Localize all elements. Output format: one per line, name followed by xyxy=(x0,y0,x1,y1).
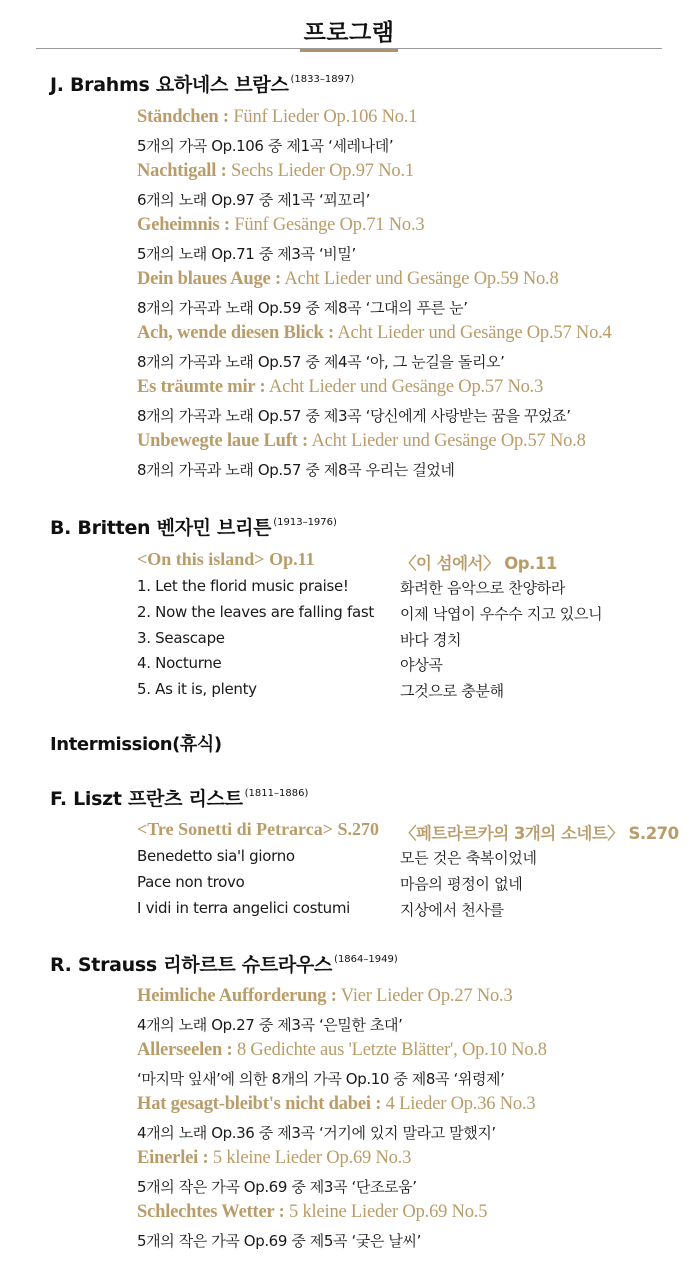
work-description: 5개의 작은 가곡 Op.69 중 제5곡 ‘궂은 날씨’ xyxy=(137,1232,421,1250)
work-description: 8개의 가곡과 노래 Op.57 중 제4곡 ‘아, 그 눈길을 돌리오’ xyxy=(137,353,505,371)
work-title: Es träumte mir : Acht Lieder und Gesänge Op.57 No.3 xyxy=(137,377,544,397)
song-title-ko: 야상곡 xyxy=(400,656,443,674)
work-title: Schlechtes Wetter : 5 kleine Lieder Op.69 No.5 xyxy=(137,1202,488,1222)
composer-years: (1864–1949) xyxy=(334,954,398,965)
song-title-en: 4. Nocturne xyxy=(137,654,222,672)
work-description: 8개의 가곡과 노래 Op.57 중 제3곡 ‘당신에게 사랑받는 꿈을 꾸었죠’ xyxy=(137,407,571,425)
work-description: 4개의 노래 Op.27 중 제3곡 ‘은밀한 초대’ xyxy=(137,1016,403,1034)
cycle-title-en: <Tre Sonetti di Petrarca> S.270 xyxy=(137,819,379,839)
composer-years: (1811–1886) xyxy=(244,788,309,799)
song-title-ko: 지상에서 천사를 xyxy=(400,901,504,919)
cycle-title-ko: 〈페트라르카의 3개의 소네트〉 S.270 xyxy=(400,824,679,843)
intermission-label: Intermission(휴식) xyxy=(50,734,222,755)
work-description: ‘마지막 잎새’에 의한 8개의 가곡 Op.10 중 제8곡 ‘위령제’ xyxy=(137,1070,505,1088)
composer-years: (1833–1897) xyxy=(290,74,355,85)
song-title-ko: 모든 것은 축복이었네 xyxy=(400,849,537,867)
composer-heading-brahms: J. Brahms 요하네스 브람스 $^{(1833-1897)}$ xyxy=(50,74,355,96)
composer-heading-britten: B. Britten 벤자민 브리튼 $^{(1913-1976)}$ xyxy=(50,517,337,539)
song-title-ko: 마음의 평정이 없네 xyxy=(400,875,523,893)
song-title-ko: 화려한 음악으로 찬양하라 xyxy=(400,579,566,597)
song-title-ko: 그것으로 충분해 xyxy=(400,682,504,700)
work-title: Nachtigall : Sechs Lieder Op.97 No.1 xyxy=(137,161,414,181)
page-header xyxy=(0,0,698,50)
song-title-en: I vidi in terra angelici costumi xyxy=(137,899,351,917)
song-title-ko: 이제 낙엽이 우수수 지고 있으니 xyxy=(400,605,603,623)
work-title: Ach, wende diesen Blick : Acht Lieder und Gesänge Op.57 No.4 xyxy=(137,323,612,343)
work-title: Unbewegte laue Luft : Acht Lieder und Gesänge Op.57 No.8 xyxy=(137,431,586,451)
work-title: Geheimnis : Fünf Gesänge Op.71 No.3 xyxy=(137,215,425,235)
work-description: 4개의 노래 Op.36 중 제3곡 ‘거기에 있지 말라고 말했지’ xyxy=(137,1124,496,1142)
header-divider xyxy=(36,48,662,49)
song-title-en: Benedetto sia'l giorno xyxy=(137,847,295,865)
song-title-en: 3. Seascape xyxy=(137,629,225,647)
work-title: Hat gesagt-bleibt's nicht dabei : 4 Lieder Op.36 No.3 xyxy=(137,1094,536,1114)
work-title: Heimliche Aufforderung : Vier Lieder Op.27 No.3 xyxy=(137,986,513,1006)
work-description: 6개의 노래 Op.97 중 제1곡 ‘꾀꼬리’ xyxy=(137,191,370,209)
work-title: Ständchen : Fünf Lieder Op.106 No.1 xyxy=(137,107,418,127)
work-description: 8개의 가곡과 노래 Op.57 중 제8곡 우리는 걸었네 xyxy=(137,461,455,479)
page-title: 프로그램 xyxy=(0,14,698,47)
song-title-en: 5. As it is, plenty xyxy=(137,680,257,698)
work-description: 8개의 가곡과 노래 Op.59 중 제8곡 ‘그대의 푸른 눈’ xyxy=(137,299,468,317)
composer-heading-liszt: F. Liszt 프란츠 리스트 $^{(1811-1886)}$ xyxy=(50,788,309,810)
work-description: 5개의 노래 Op.71 중 제3곡 ‘비밀’ xyxy=(137,245,356,263)
work-title: Dein blaues Auge : Acht Lieder und Gesänge Op.59 No.8 xyxy=(137,269,559,289)
song-title-en: 2. Now the leaves are falling fast xyxy=(137,603,374,621)
song-title-en: Pace non trovo xyxy=(137,873,245,891)
work-description: 5개의 가곡 Op.106 중 제1곡 ‘세레나데’ xyxy=(137,137,394,155)
song-title-ko: 바다 경치 xyxy=(400,631,462,649)
cycle-title-ko: 〈이 섬에서〉 Op.11 xyxy=(400,554,557,573)
composer-heading-strauss: R. Strauss 리하르트 슈트라우스 $^{(1864-1949)}$ xyxy=(50,954,398,976)
song-title-en: 1. Let the florid music praise! xyxy=(137,577,349,595)
work-description: 5개의 작은 가곡 Op.69 중 제3곡 ‘단조로움’ xyxy=(137,1178,417,1196)
work-title: Allerseelen : 8 Gedichte aus 'Letzte Blätter', Op.10 No.8 xyxy=(137,1040,547,1060)
cycle-title-en: <On this island> Op.11 xyxy=(137,549,315,569)
composer-years: (1913–1976) xyxy=(273,517,337,528)
work-title: Einerlei : 5 kleine Lieder Op.69 No.3 xyxy=(137,1148,412,1168)
